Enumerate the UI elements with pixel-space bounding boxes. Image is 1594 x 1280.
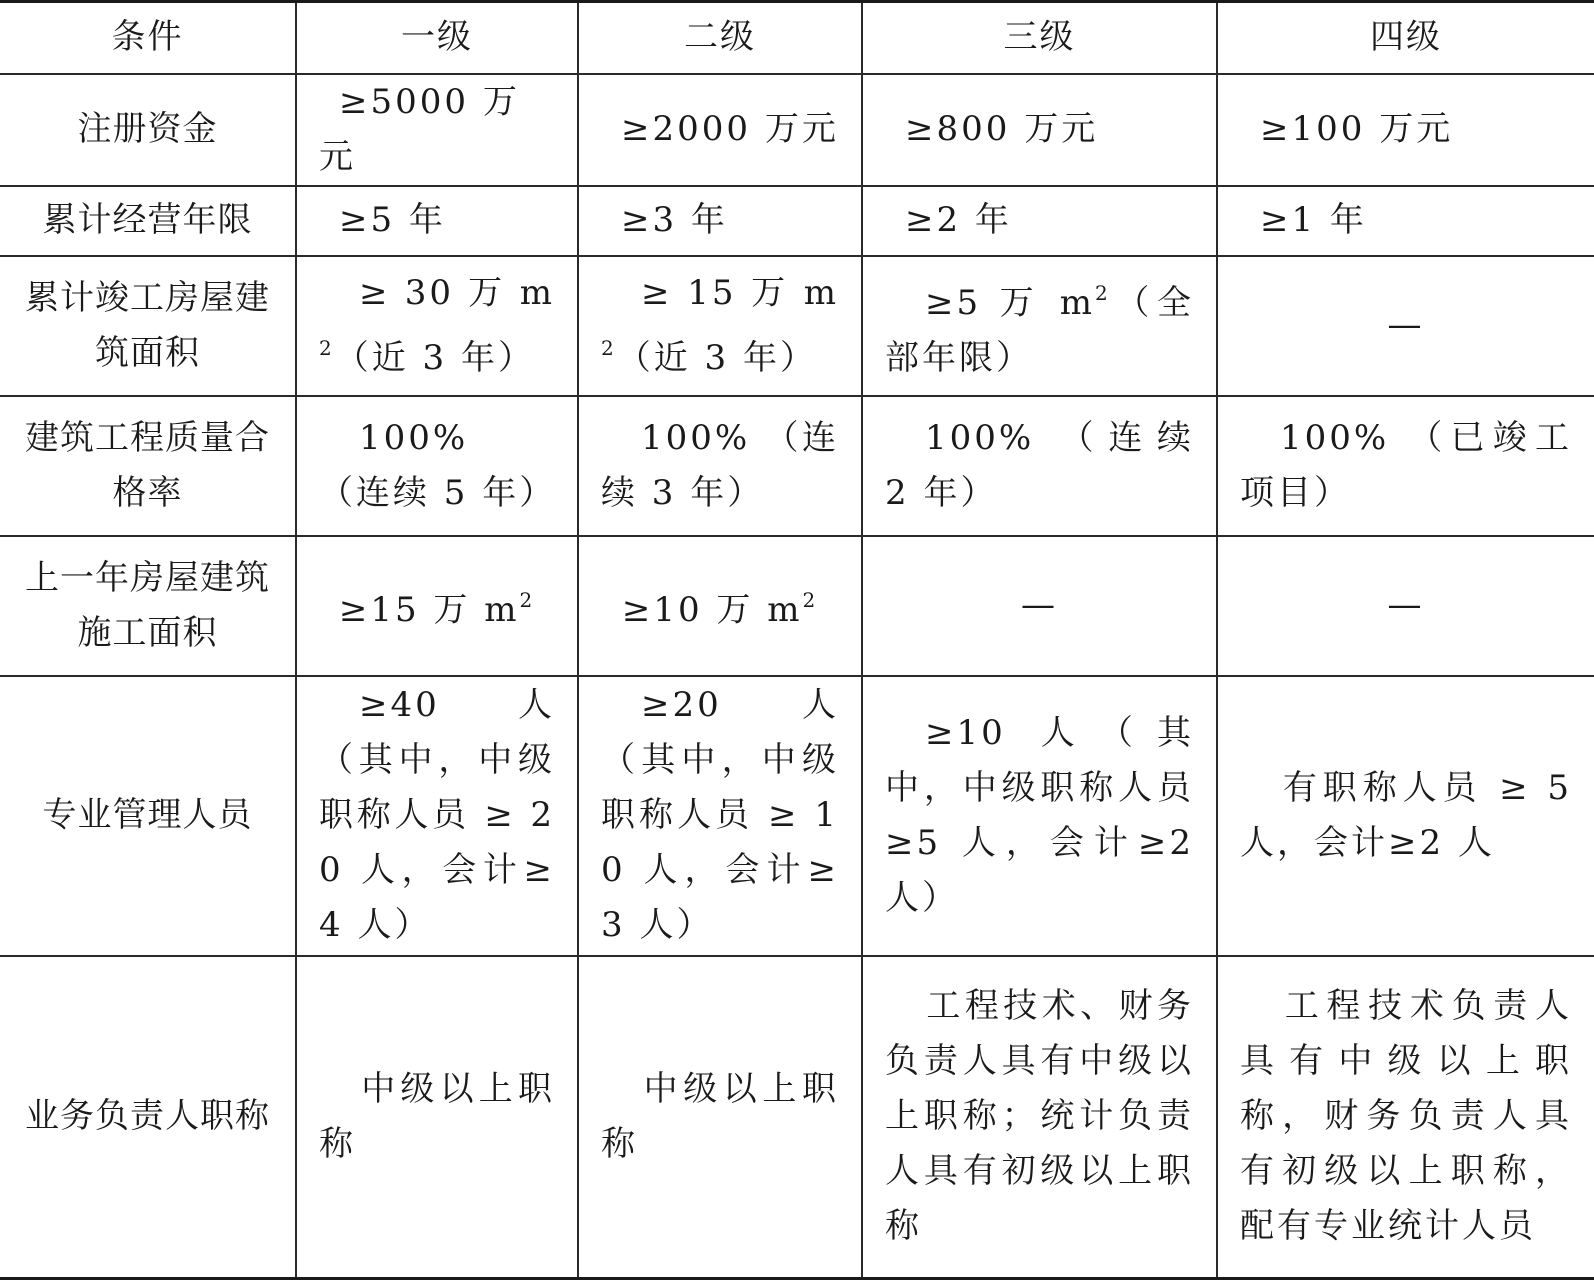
header-level-2: 二级 xyxy=(578,2,862,74)
table-row xyxy=(0,396,1594,536)
superscript: 2 xyxy=(519,588,536,612)
cell-level-2 xyxy=(578,74,862,186)
cell-text: 中级以上职称 xyxy=(319,1068,555,1164)
cell-level-1 xyxy=(296,396,578,536)
table-row xyxy=(0,676,1594,956)
cell-text: （近 3 年） xyxy=(334,337,535,378)
cell-level-4: — xyxy=(1217,536,1594,676)
row-condition: 上一年房屋建筑施工面积 xyxy=(0,536,296,676)
superscript: 2 xyxy=(1094,280,1111,305)
cell-level-2 xyxy=(578,536,862,676)
cell-text: ≥2 年 xyxy=(905,200,1012,240)
cell-text: ≥100 万元 xyxy=(1260,109,1454,149)
cell-level-1 xyxy=(296,74,578,186)
cell-level-2 xyxy=(578,676,862,956)
table-row xyxy=(0,956,1594,1279)
cell-text: 100% （连续 3 年） xyxy=(601,417,839,513)
cell-level-1 xyxy=(296,536,578,676)
cell-text: ≥800 万元 xyxy=(905,109,1099,149)
row-condition: 专业管理人员 xyxy=(0,676,296,956)
cell-text: ≥5 年 xyxy=(339,200,446,240)
row-condition: 注册资金 xyxy=(0,74,296,186)
cell-level-1 xyxy=(296,256,578,396)
cell-level-1 xyxy=(296,676,578,956)
cell-level-2 xyxy=(578,396,862,536)
cell-level-3 xyxy=(862,74,1217,186)
cell-level-3: — xyxy=(862,536,1217,676)
cell-text: ≥3 年 xyxy=(621,200,728,240)
superscript: 2 xyxy=(319,335,335,360)
cell-text: ≥10 人（其中，中级职称人员 ≥5 人，会计≥2 人） xyxy=(885,712,1194,918)
table-row xyxy=(0,256,1594,396)
cell-level-1 xyxy=(296,956,578,1279)
table-row xyxy=(0,536,1594,676)
cell-text: 100% （已竣工项目） xyxy=(1240,417,1572,513)
header-level-3: 三级 xyxy=(862,2,1217,74)
table-header-row xyxy=(0,2,1594,74)
cell-text: （近 3 年） xyxy=(616,337,817,378)
cell-level-2 xyxy=(578,256,862,396)
row-condition: 累计竣工房屋建筑面积 xyxy=(0,256,296,396)
cell-level-4 xyxy=(1217,186,1594,256)
cell-text: ≥ 15 万 m xyxy=(641,272,839,313)
table-row xyxy=(0,74,1594,186)
row-condition: 累计经营年限 xyxy=(0,186,296,256)
cell-text: 有职称人员 ≥ 5 人，会计≥2 人 xyxy=(1240,767,1572,863)
cell-level-3 xyxy=(862,956,1217,1279)
table-row xyxy=(0,186,1594,256)
cell-level-2 xyxy=(578,956,862,1279)
superscript: 2 xyxy=(802,588,819,612)
cell-text: 工程技术、财务负责人具有中级以上职称；统计负责人具有初级以上职称 xyxy=(885,986,1194,1247)
row-condition: 建筑工程质量合格率 xyxy=(0,396,296,536)
cell-text: ≥5000 万元 xyxy=(319,81,520,177)
cell-level-4 xyxy=(1217,396,1594,536)
cell-level-1 xyxy=(296,186,578,256)
cell-level-4 xyxy=(1217,956,1594,1279)
cell-level-3 xyxy=(862,396,1217,536)
cell-text: 100% （连续 2 年） xyxy=(885,417,1194,513)
cell-text: （全部年限） xyxy=(885,282,1194,378)
cell-level-4 xyxy=(1217,74,1594,186)
cell-level-4: — xyxy=(1217,256,1594,396)
cell-text: ≥5 万 m xyxy=(925,282,1095,323)
cell-text: ≥1 年 xyxy=(1260,200,1367,240)
cell-text: ≥10 万 m xyxy=(621,590,803,630)
cell-text: ≥20 人（其中，中级职称人员 ≥ 10 人，会计≥3 人） xyxy=(601,685,839,945)
cell-level-3 xyxy=(862,186,1217,256)
cell-level-2 xyxy=(578,186,862,256)
cell-text: 工程技术负责人具有中级以上职称，财务负责人具有初级以上职称，配有专业统计人员 xyxy=(1240,986,1572,1247)
cell-text: ≥15 万 m xyxy=(338,590,520,630)
superscript: 2 xyxy=(601,335,617,360)
cell-level-3 xyxy=(862,256,1217,396)
header-level-4: 四级 xyxy=(1217,2,1594,74)
cell-text: 中级以上职称 xyxy=(601,1068,839,1164)
cell-level-4 xyxy=(1217,676,1594,956)
cell-text: 100% （连续 5 年） xyxy=(319,417,557,513)
cell-text: ≥ 30 万 m xyxy=(359,272,555,313)
cell-text: ≥40 人（其中，中级职称人员 ≥ 20 人，会计≥4 人） xyxy=(319,685,555,945)
header-condition: 条件 xyxy=(0,2,296,74)
cell-text: ≥2000 万元 xyxy=(621,109,839,149)
row-condition: 业务负责人职称 xyxy=(0,956,296,1279)
cell-level-3 xyxy=(862,676,1217,956)
header-level-1: 一级 xyxy=(296,2,578,74)
